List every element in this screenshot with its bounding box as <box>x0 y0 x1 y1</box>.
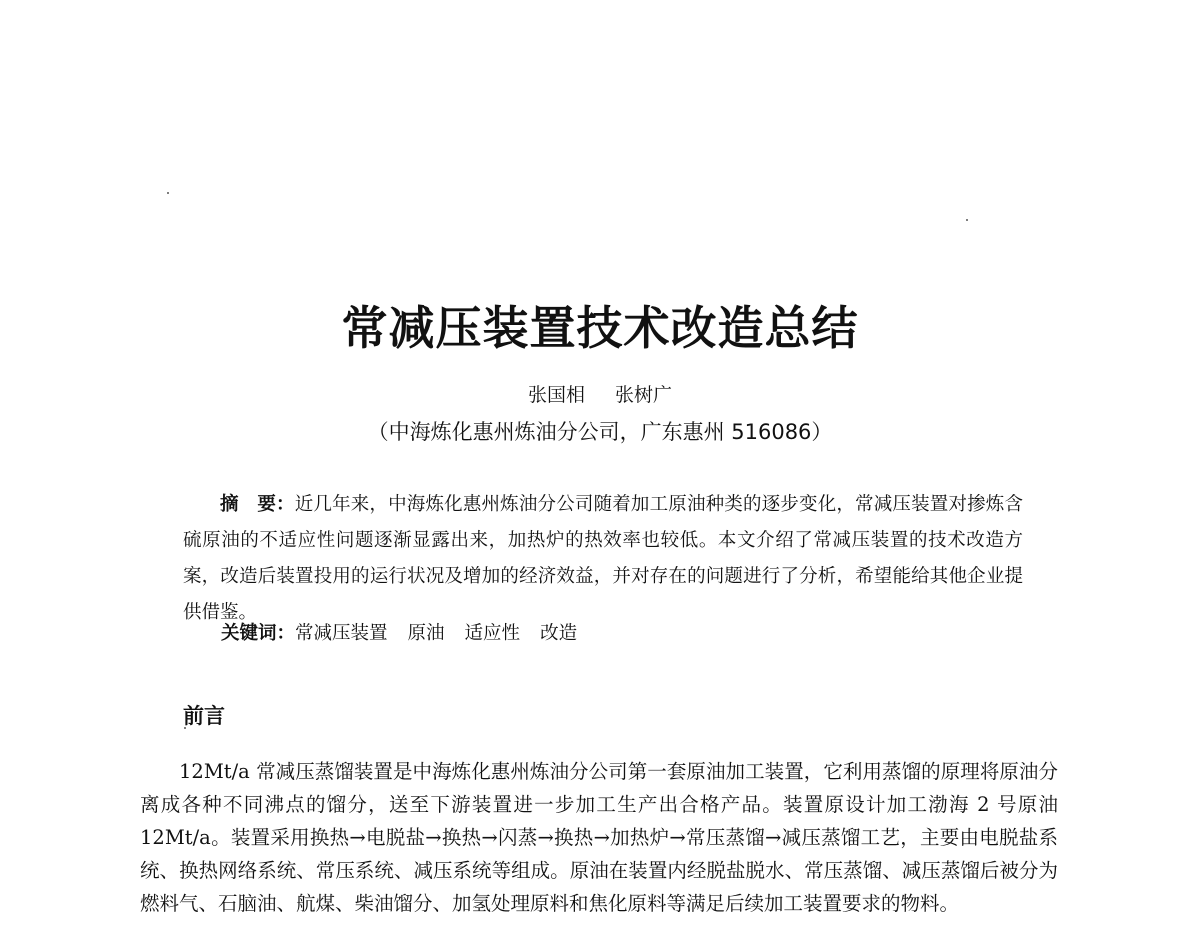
author-affiliation: （中海炼化惠州炼油分公司，广东惠州 516086） <box>367 420 833 444</box>
keywords-label: 关键词： <box>221 623 296 644</box>
scan-speck <box>966 219 968 221</box>
keyword: 改造 <box>540 623 578 644</box>
keyword: 常减压装置 <box>295 623 388 644</box>
abstract-label: 摘 要： <box>220 494 295 515</box>
keyword: 原油 <box>407 623 445 644</box>
author-name: 张树广 <box>615 384 673 406</box>
paper-title: 常减压装置技术改造总结 <box>341 301 859 355</box>
section-heading: 前言 <box>183 704 225 728</box>
keywords <box>221 620 577 648</box>
scan-speck <box>167 192 169 194</box>
author-name: 张国相 <box>527 384 585 406</box>
body-paragraph: 12Mt/a 常减压蒸馏装置是中海炼化惠州炼油分公司第一套原油加工装置，它利用蒸馏的原理将原油分离成各种不同沸点的馏分，送至下游装置进一步加工生产出合格产品。装置原设计加工渤海 2 号原油 12Mt/a。装置采用换热→电脱盐→换热→闪蒸→换热→加热炉→常压蒸馏→减压蒸馏工艺，主要由电脱盐系统、换热网络系统、常压系统、减压系统等组成。原油在装置内经脱盐脱水、常压蒸馏、减压蒸馏后被分为燃料气、石脑油、航煤、柴油馏分、加氢处理原料和焦化原料等满足后续加工装置要求的物料。 <box>140 760 1058 915</box>
abstract <box>183 487 1023 631</box>
keyword: 适应性 <box>464 623 521 644</box>
abstract-text: 近几年来，中海炼化惠州炼油分公司随着加工原油种类的逐步变化，常减压装置对掺炼含硫原油的不适应性问题逐渐显露出来，加热炉的热效率也较低。本文介绍了常减压装置的技术改造方案，改造后装置投用的运行状况及增加的经济效益，并对存在的问题进行了分析，希望能给其他企业提供借鉴。 <box>183 494 1023 623</box>
author-list <box>0 382 1200 408</box>
